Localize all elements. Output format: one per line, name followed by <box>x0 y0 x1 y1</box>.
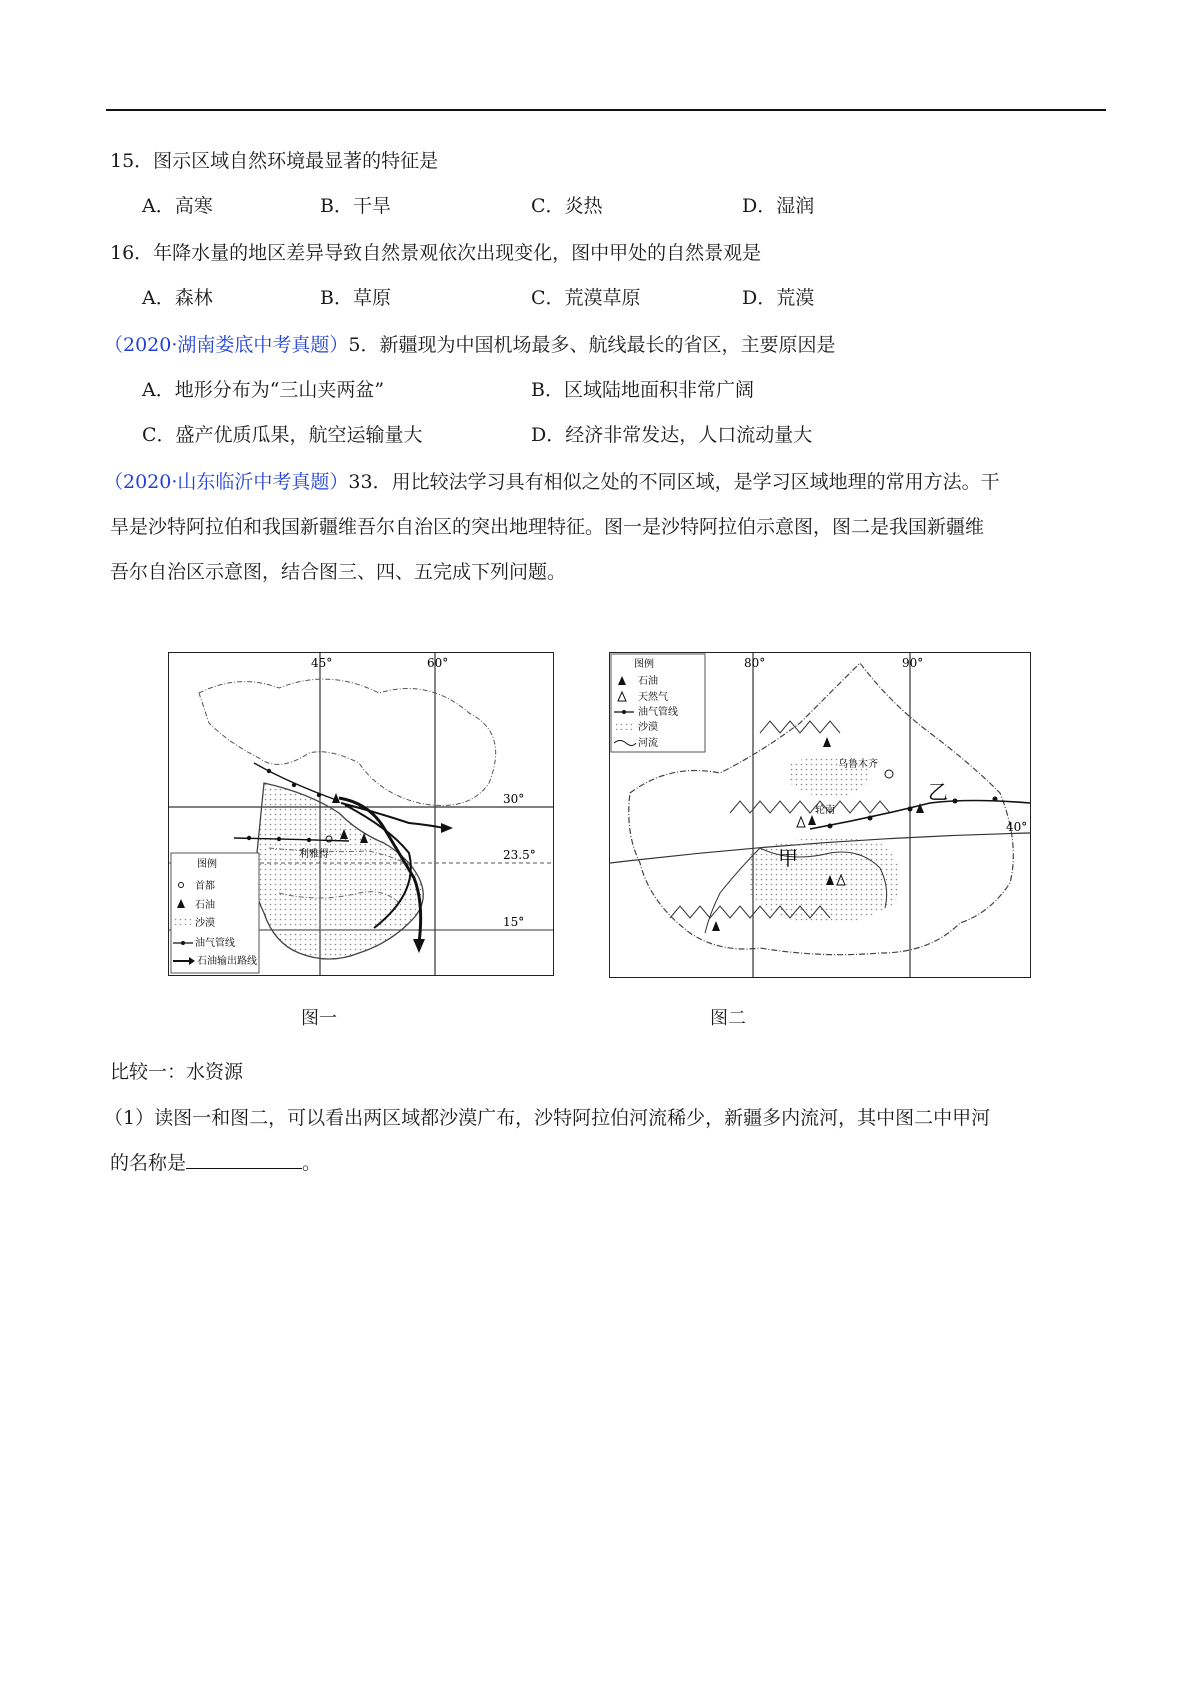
q15-stem: 15．图示区域自然环境最显著的特征是 <box>110 150 439 172</box>
saudi-arabia-map <box>169 653 553 975</box>
figure-2-caption: 图二 <box>710 1008 746 1029</box>
oil-icon <box>332 793 340 803</box>
q15-option-a[interactable]: A．高寒 <box>142 195 213 217</box>
arabian-peninsula <box>254 783 423 959</box>
lat-23-label: 23.5° <box>503 848 536 862</box>
q16-option-c[interactable]: C．荒漠草原 <box>531 287 641 309</box>
q5-option-c[interactable]: C．盛产优质瓜果，航空运输量大 <box>142 424 423 446</box>
sub1-line2 <box>110 1148 321 1175</box>
lat-40-label: 40° <box>1006 820 1028 834</box>
q16-option-a[interactable]: A．森林 <box>142 287 213 309</box>
q33-stem-1: 33．用比较法学习具有相似之处的不同区域，是学习区域地理的常用方法。干 <box>348 471 1000 493</box>
legend-capital: 首都 <box>195 881 215 892</box>
q5-line <box>104 330 836 357</box>
legend-desert: 沙漠 <box>195 918 215 929</box>
answer-blank[interactable] <box>186 1150 302 1169</box>
lon-90-label: 90° <box>902 656 924 670</box>
label-jia: 甲 <box>778 846 798 870</box>
lunnan-label: 轮南 <box>815 805 835 816</box>
lon-60-label: 60° <box>427 656 449 670</box>
header-rule <box>106 109 1106 111</box>
figure-2-map <box>609 652 1031 978</box>
gas-icon <box>797 817 805 827</box>
fig2-legend <box>611 654 705 752</box>
taklimakan-desert <box>750 837 900 923</box>
q15-option-d[interactable]: D．湿润 <box>742 195 815 217</box>
legend-oil: 石油 <box>638 676 658 687</box>
legend-oil: 石油 <box>195 900 215 911</box>
lon-80-label: 80° <box>744 656 766 670</box>
desert-swatch <box>616 722 632 730</box>
lon-45-label: 45° <box>311 656 333 670</box>
q5-option-b[interactable]: B．区域陆地面积非常广阔 <box>531 379 754 401</box>
q15-option-b[interactable]: B．干旱 <box>320 195 391 217</box>
iran-iraq-border <box>199 679 496 805</box>
figure-1-map <box>168 652 554 976</box>
legend-title: 图例 <box>197 859 217 870</box>
legend-river: 河流 <box>638 738 658 749</box>
q33-source: （2020·山东临沂中考真题） <box>104 471 349 493</box>
legend-pipeline: 油气管线 <box>195 938 235 949</box>
q33-line1 <box>104 467 1000 494</box>
sub1-suffix: 。 <box>302 1152 322 1174</box>
riyadh-label: 利雅得 <box>299 849 329 860</box>
figure-1-caption: 图一 <box>301 1008 337 1029</box>
tianshan-mountains <box>730 801 890 813</box>
q33-stem-2: 旱是沙特阿拉伯和我国新疆维吾尔自治区的突出地理特征。图一是沙特阿拉伯示意图，图二是我国新疆维 <box>110 516 985 538</box>
legend-gas: 天然气 <box>638 692 668 703</box>
capital-icon <box>885 770 893 778</box>
xinjiang-map <box>610 653 1030 977</box>
legend-export-route: 石油输出路线 <box>197 956 257 967</box>
oil-icon <box>808 815 816 825</box>
desert-swatch <box>175 917 191 925</box>
oil-icon <box>823 737 831 747</box>
q5-stem: 5．新疆现为中国机场最多、航线最长的省区，主要原因是 <box>348 334 836 356</box>
oil-icon <box>712 921 720 931</box>
q5-option-a[interactable]: A．地形分布为“三山夹两盆” <box>142 379 385 401</box>
lat-15-label: 15° <box>503 915 525 929</box>
q33-stem-3: 吾尔自治区示意图，结合图三、四、五完成下列问题。 <box>110 561 567 583</box>
q16-option-b[interactable]: B．草原 <box>320 287 391 309</box>
urumqi-label: 乌鲁木齐 <box>838 759 878 770</box>
legend-title: 图例 <box>634 659 654 670</box>
legend-desert: 沙漠 <box>638 722 658 733</box>
q5-source: （2020·湖南娄底中考真题） <box>104 334 349 356</box>
label-yi: 乙 <box>928 780 948 804</box>
q15-option-c[interactable]: C．炎热 <box>531 195 603 217</box>
q16-stem: 16．年降水量的地区差异导致自然景观依次出现变化，图中甲处的自然景观是 <box>110 242 762 264</box>
q16-option-d[interactable]: D．荒漠 <box>742 287 815 309</box>
fig1-legend <box>171 853 259 973</box>
q5-option-d[interactable]: D．经济非常发达，人口流动量大 <box>531 424 813 446</box>
sub1-line1: （1）读图一和图二，可以看出两区域都沙漠广布，沙特阿拉伯河流稀少，新疆多内流河，其中图二中甲河 <box>104 1107 991 1129</box>
lat-30-label: 30° <box>503 792 525 806</box>
compare-heading: 比较一：水资源 <box>110 1061 244 1083</box>
sub1-prefix: 的名称是 <box>110 1152 187 1174</box>
legend-pipeline: 油气管线 <box>638 707 678 718</box>
